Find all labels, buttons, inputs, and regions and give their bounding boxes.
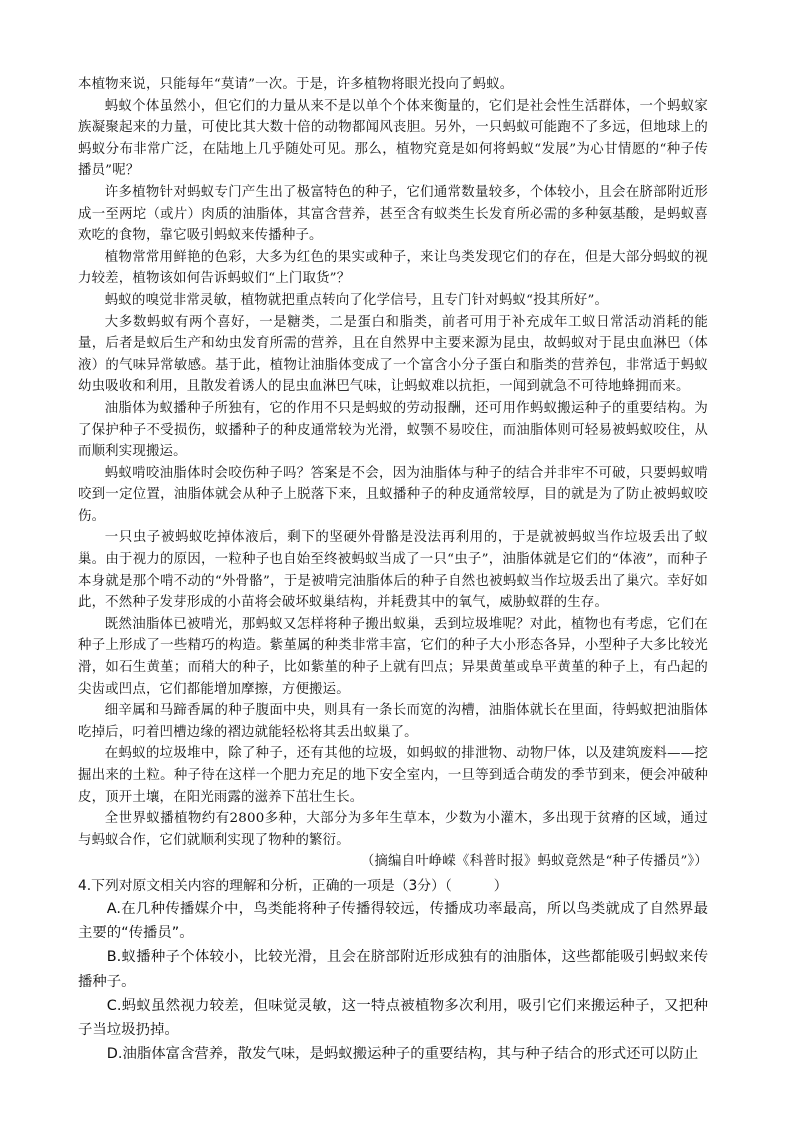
passage-paragraph: 蚂蚁个体虽然小，但它们的力量从来不是以单个个体来衡量的，它们是社会性生活群体，一个蚂蚁家族凝聚起来的力量，可使比其大数十倍的动物都闻风丧胆。另外，一只蚂蚁可能跑不了多远，但地球上的蚂蚁分布非常广泛，在陆地上几乎随处可见。那么，植物究竟是如何将蚂蚁“发展”为心甘情愿的“种子传播员”呢？ <box>78 98 708 179</box>
question-stem-end: ） <box>493 877 508 894</box>
passage-paragraph: 许多植物针对蚂蚁专门产生出了极富特色的种子，它们通常数量较多，个体较小，且会在脐部附近形成一至两坨（或片）肉质的油脂体，其富含营养，甚至含有蚁类生长发育所必需的多种氨基酸，是蚂蚁喜欢吃的食物，靠它吸引蚂蚁来传播种子。 <box>78 184 708 244</box>
option-c: C.蚂蚁虽然视力较差，但味觉灵敏，这一特点被植物多次利用，吸引它们来搬运种子，又把种子当垃圾扔掉。 <box>78 997 708 1038</box>
passage-paragraph: 蚂蚁啃咬油脂体时会咬伤种子吗？答案是不会，因为油脂体与种子的结合并非牢不可破，只要蚂蚁啃咬到一定位置，油脂体就会从种子上脱落下来，且蚁播种子的种皮通常较厚，目的就是为了防止被蚂蚁咬伤。 <box>78 465 708 524</box>
reading-passage <box>78 74 708 873</box>
passage-paragraph: 蚂蚁的嗅觉非常灵敏，植物就把重点转向了化学信号，且专门针对蚂蚁“投其所好”。 <box>104 292 609 308</box>
passage-paragraph: 植物常常用鲜艳的色彩，大多为红色的果实或种子，来让鸟类发现它们的存在，但是大部分蚂蚁的视力较差，植物该如何告诉蚂蚁们“上门取货”？ <box>78 249 708 287</box>
passage-paragraph: 既然油脂体已被啃光，那蚂蚁又怎样将种子搬出蚁巢，丢到垃圾堆呢？对此，植物也有考虑，它们在种子上形成了一些精巧的构造。紫堇属的种类非常丰富，它们的种子大小形态各异，小型种子大多比较光滑，如石生黄堇；而稍大的种子，比如紫堇的种子上就有凹点；异果黄堇或阜平黄堇的种子上，有凸起的尖齿或凹点，它们都能增加摩擦，方便搬运。 <box>78 616 708 697</box>
passage-paragraph: 在蚂蚁的垃圾堆中，除了种子，还有其他的垃圾，如蚂蚁的排泄物、动物尸体，以及建筑废料——挖掘出来的土粒。种子待在这样一个肥力充足的地下安全室内，一旦等到适合萌发的季节到来，便会冲破种皮，顶开土壤，在阳光雨露的滋养下茁壮生长。 <box>78 746 708 805</box>
option-b: B.蚁播种子个体较小，比较光滑，且会在脐部附近形成独有的油脂体，这些都能吸引蚂蚁来传播种子。 <box>78 949 708 990</box>
passage-paragraph: 一只虫子被蚂蚁吃掉体液后，剩下的坚硬外骨骼是没法再利用的，于是就被蚂蚁当作垃圾丢出了蚁巢。由于视力的原因，一粒种子也自始至终被蚂蚁当成了一只“虫子”，油脂体就是它们的“体液”，而种子本身就是那个啃不动的“外骨骼”，于是被啃完油脂体后的种子自然也被蚂蚁当作垃圾丢出了巢穴。幸好如此，不然种子发芽形成的小苗将会破坏蚁巢结构，并耗费其中的氧气，威胁蚁群的生存。 <box>78 530 708 611</box>
passage-paragraph: 本植物来说，只能每年“莫请”一次。于是，许多植物将眼光投向了蚂蚁。 <box>78 77 514 92</box>
passage-paragraph: 全世界蚁播植物约有2800多种，大部分为多年生草本，少数为小灌木，多出现于贫瘠的区域，通过与蚂蚁合作，它们就顺利实现了物种的繁衍。 <box>78 811 708 848</box>
passage-source: （摘编自叶峥嵘《科普时报》蚂蚁竟然是“种子传播员”》） <box>360 854 708 870</box>
passage-paragraph: 大多数蚂蚁有两个喜好，一是糖类，二是蛋白和脂类，前者可用于补充成年工蚁日常活动消耗的能量，后者是蚁后生产和幼虫发育所需的营养，且在自然界中主要来源为昆虫，故蚂蚁对于昆虫血淋巴（体液）的气味异常敏感。基于此，植物让油脂体变成了一个富含小分子蛋白和脂类的营养包，非常适于蚂蚁幼虫吸收和利用，且散发着诱人的昆虫血淋巴气味，让蚂蚁难以抗拒，一闻到就急不可待地蜂拥而来。 <box>78 314 708 395</box>
option-d: D.油脂体富含营养，散发气味，是蚂蚁搬运种子的重要结构，其与种子结合的形式还可以防止 <box>106 1046 699 1063</box>
passage-paragraph: 油脂体为蚁播种子所独有，它的作用不只是蚂蚁的劳动报酬，还可用作蚂蚁搬运种子的重要结构。为了保护种子不受损伤，蚁播种子的种皮通常较为光滑，蚁颚不易咬住，而油脂体则可轻易被蚂蚁咬住，从而顺利实现搬运。 <box>78 400 708 460</box>
passage-paragraph: 细辛属和马蹄香属的种子腹面中央，则具有一条长而宽的沟槽，油脂体就长在里面，待蚂蚁把油脂体吃掉后，叼着凹槽边缘的褶边就能轻松将其丢出蚁巢了。 <box>78 703 708 740</box>
question-stem <box>78 875 708 897</box>
question-4 <box>78 875 708 1066</box>
question-stem-text: 4.下列对原文相关内容的理解和分析，正确的一项是（3分）（ <box>78 877 452 894</box>
option-a: A.在几种传播媒介中，鸟类能将种子传播得较远，传播成功率最高，所以鸟类就成了自然界最主要的“传播员”。 <box>78 900 708 942</box>
